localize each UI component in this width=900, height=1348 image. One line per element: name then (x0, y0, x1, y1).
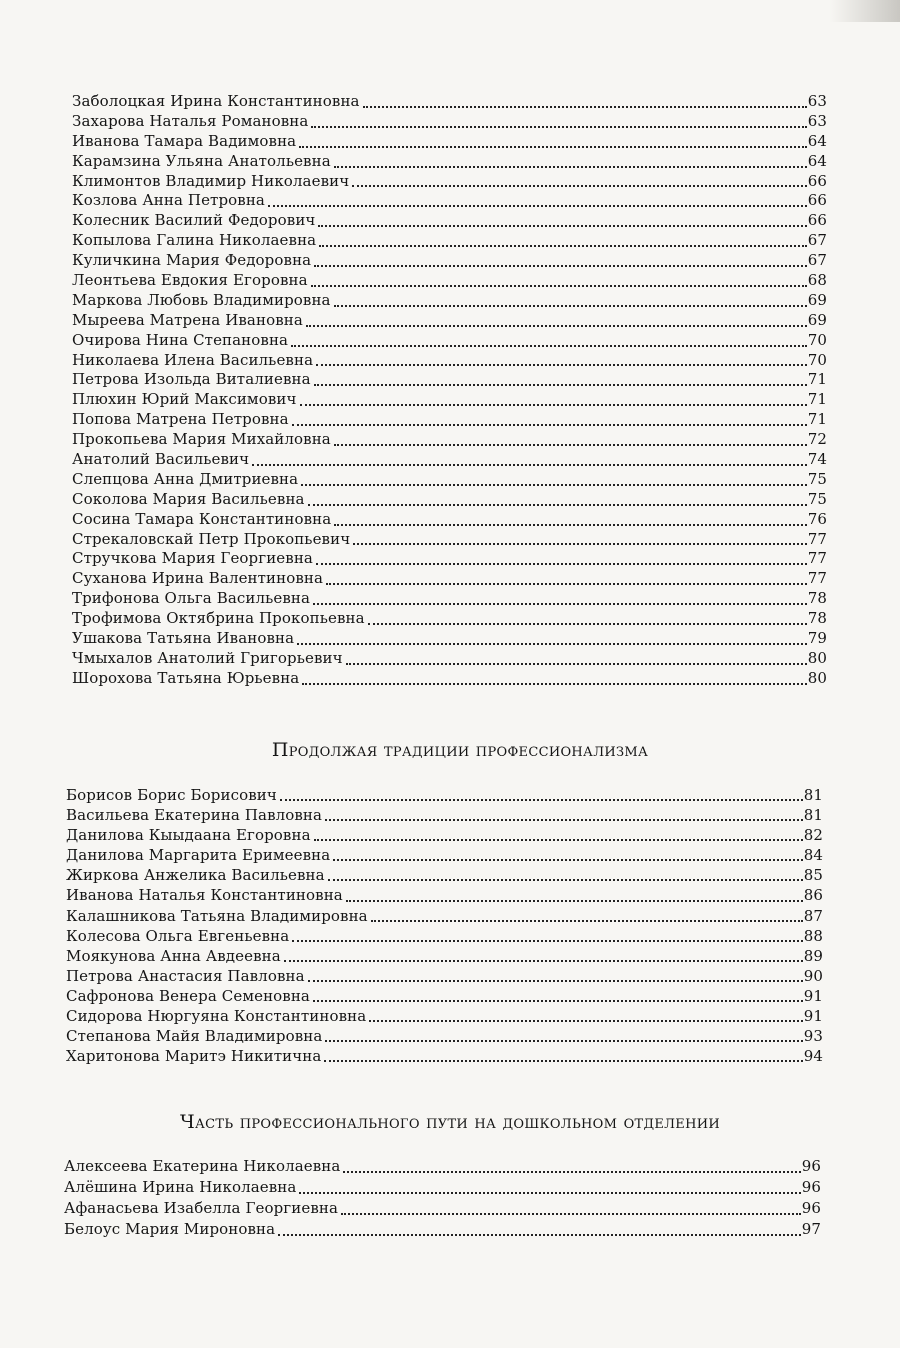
toc-entry (72, 370, 827, 390)
toc-entry-page-number: 81 (803, 806, 823, 825)
toc-entry (72, 649, 827, 669)
toc-entry-page-number: 85 (803, 866, 823, 885)
dot-leader (308, 980, 803, 982)
toc-entry-page-number: 78 (807, 609, 827, 628)
toc-entry (72, 172, 827, 192)
toc-entry-page-number: 69 (807, 290, 827, 309)
toc-entry-name: Куличкина Мария Федоровна (72, 251, 312, 270)
dot-leader (311, 126, 806, 128)
toc-entry-name: Трифонова Ольга Васильевна (72, 589, 311, 608)
toc-entry-page-number: 67 (807, 251, 827, 270)
toc-entry (72, 351, 827, 371)
toc-entry (66, 785, 823, 805)
toc-entry (72, 430, 827, 450)
toc-entry-name: Алексеева Екатерина Николаевна (64, 1157, 341, 1175)
toc-entry-name: Карамзина Ульяна Анатольевна (72, 151, 331, 170)
dot-leader (326, 583, 807, 585)
toc-entry-page-number: 81 (803, 786, 823, 804)
toc-entry-name: Захарова Наталья Романовна (72, 111, 309, 130)
dot-leader (301, 484, 807, 486)
toc-entry (72, 92, 827, 112)
toc-entry-page-number: 71 (807, 410, 827, 429)
toc-entry (72, 211, 827, 231)
dot-leader (306, 325, 807, 327)
dot-leader (334, 444, 807, 446)
toc-entry-page-number: 97 (801, 1220, 821, 1238)
toc-entry (72, 609, 827, 629)
toc-entry-page-number: 87 (803, 906, 823, 925)
toc-entry (66, 946, 823, 966)
toc-entry-name: Алёшина Ирина Николаевна (64, 1178, 297, 1196)
toc-entry-page-number: 72 (807, 430, 827, 449)
dot-leader (316, 364, 807, 366)
toc-entry-page-number: 80 (807, 648, 827, 667)
toc-entry (72, 470, 827, 490)
toc-entry-name: Трофимова Октябрина Прокопьевна (72, 609, 365, 628)
toc-entry-page-number: 70 (807, 350, 827, 369)
dot-leader (334, 166, 807, 168)
toc-entry-page-number: 80 (807, 668, 827, 687)
toc-entry (66, 1026, 823, 1046)
toc-entry-name: Анатолий Васильевич (72, 450, 250, 469)
toc-entry (72, 669, 827, 689)
dot-leader (343, 1171, 800, 1173)
toc-entry-name: Климонтов Владимир Николаевич (72, 171, 350, 190)
toc-entry (72, 569, 827, 589)
toc-entry-page-number: 70 (807, 330, 827, 349)
toc-entry-page-number: 82 (803, 826, 823, 845)
toc-entry (66, 906, 823, 926)
dot-leader (313, 603, 807, 605)
toc-entry-name: Данилова Кыыдаана Егоровна (66, 826, 311, 845)
toc-entry (72, 490, 827, 510)
toc-entry-page-number: 63 (807, 111, 827, 130)
dot-leader (333, 859, 802, 861)
toc-entry-page-number: 71 (807, 370, 827, 389)
toc-entry (72, 549, 827, 569)
dot-leader (280, 799, 803, 801)
toc-entry-page-number: 88 (803, 926, 823, 945)
toc-entry-page-number: 69 (807, 310, 827, 329)
dot-leader (316, 563, 807, 565)
toc-entry (66, 966, 823, 986)
toc-entry-name: Сидорова Нюргуяна Константиновна (66, 1007, 367, 1026)
toc-entry-page-number: 91 (803, 1007, 823, 1026)
toc-entry (66, 865, 823, 885)
toc-entry-name: Колесник Василий Федорович (72, 211, 316, 230)
toc-entry-name: Суханова Ирина Валентиновна (72, 569, 324, 588)
dot-leader (353, 543, 806, 545)
toc-entry-page-number: 86 (803, 886, 823, 905)
toc-entry-name: Стручкова Мария Георгиевна (72, 549, 313, 568)
toc-entry (72, 251, 827, 271)
toc-entry (72, 112, 827, 132)
toc-entry-page-number: 94 (803, 1047, 823, 1066)
toc-entry-name: Чмыхалов Анатолий Григорьевич (72, 648, 343, 667)
toc-entry-page-number: 89 (803, 946, 823, 965)
toc-entry-name: Петрова Изольда Виталиевна (72, 370, 311, 389)
toc-entry-page-number: 78 (807, 589, 827, 608)
toc-entry-name: Колесова Ольга Евгеньевна (66, 926, 290, 945)
toc-entry-name: Маркова Любовь Владимировна (72, 290, 331, 309)
toc-entry (64, 1198, 821, 1219)
toc-entry (72, 450, 827, 470)
dot-leader (284, 960, 803, 962)
toc-entry (72, 311, 827, 331)
toc-entry-page-number: 75 (807, 469, 827, 488)
toc-entry-page-number: 77 (807, 529, 827, 548)
toc-entry-name: Леонтьева Евдокия Егоровна (72, 271, 308, 290)
toc-entry-page-number: 76 (807, 509, 827, 528)
toc-entry-name: Николаева Илена Васильевна (72, 350, 314, 369)
toc-entry (66, 825, 823, 845)
toc-entry-name: Сосина Тамара Константиновна (72, 509, 332, 528)
toc-entry-name: Соколова Мария Васильевна (72, 489, 305, 508)
dot-leader (297, 643, 807, 645)
toc-entry-name: Копылова Галина Николаевна (72, 231, 317, 250)
toc-entry-name: Иванова Тамара Вадимовна (72, 131, 297, 150)
dot-leader (341, 1213, 801, 1215)
dot-leader (252, 464, 807, 466)
dot-leader (299, 1192, 800, 1194)
toc-entry-page-number: 74 (807, 450, 827, 469)
dot-leader (299, 146, 806, 148)
toc-entry-name: Степанова Майя Владимировна (66, 1027, 323, 1046)
dot-leader (334, 524, 806, 526)
toc-entry (72, 589, 827, 609)
toc-entry-name: Белоус Мария Мироновна (64, 1220, 276, 1238)
dot-leader (319, 245, 806, 247)
toc-entry-name: Борисов Борис Борисович (66, 786, 277, 804)
toc-entry (72, 390, 827, 410)
toc-entry-page-number: 64 (807, 151, 827, 170)
toc-entry-page-number: 63 (807, 92, 827, 110)
dot-leader (314, 265, 806, 267)
dot-leader (302, 683, 806, 685)
toc-entry-name: Попова Матрена Петровна (72, 410, 289, 429)
dot-leader (369, 1020, 802, 1022)
toc-entry-page-number: 79 (807, 629, 827, 648)
toc-entry-name: Ушакова Татьяна Ивановна (72, 629, 295, 648)
toc-entry-name: Калашникова Татьяна Владимировна (66, 906, 368, 925)
toc-list-section-a (72, 92, 827, 689)
dot-leader (314, 839, 803, 841)
dot-leader (346, 900, 803, 902)
toc-entry-name: Прокопьева Мария Михайловна (72, 430, 331, 449)
dot-leader (368, 623, 807, 625)
dot-leader (371, 920, 803, 922)
toc-entry (66, 926, 823, 946)
dot-leader (292, 424, 807, 426)
toc-entry (64, 1156, 821, 1177)
toc-entry (72, 410, 827, 430)
toc-entry-name: Сафронова Венера Семеновна (66, 986, 310, 1005)
dot-leader (334, 305, 807, 307)
toc-entry-page-number: 93 (803, 1027, 823, 1046)
toc-entry (64, 1219, 821, 1240)
toc-entry (72, 530, 827, 550)
dot-leader (291, 345, 807, 347)
toc-entry (66, 845, 823, 865)
toc-entry-page-number: 66 (807, 191, 827, 210)
toc-entry-page-number: 71 (807, 390, 827, 409)
page-corner-shadow (830, 0, 900, 22)
toc-entry-page-number: 96 (801, 1157, 821, 1175)
dot-leader (324, 1060, 802, 1062)
toc-entry (66, 805, 823, 825)
dot-leader (313, 1000, 803, 1002)
toc-entry-name: Данилова Маргарита Еримеевна (66, 846, 331, 865)
toc-entry-name: Жиркова Анжелика Васильевна (66, 866, 325, 885)
dot-leader (268, 205, 807, 207)
toc-entry-name: Мыреева Матрена Ивановна (72, 310, 303, 329)
toc-entry (72, 510, 827, 530)
toc-entry-name: Васильева Екатерина Павловна (66, 806, 323, 825)
toc-entry (66, 885, 823, 905)
dot-leader (314, 384, 807, 386)
dot-leader (328, 879, 803, 881)
dot-leader (325, 1040, 802, 1042)
toc-entry-name: Плюхин Юрий Максимович (72, 390, 297, 409)
toc-entry (72, 291, 827, 311)
dot-leader (325, 819, 803, 821)
toc-entry (72, 132, 827, 152)
dot-leader (346, 663, 807, 665)
toc-entry-page-number: 90 (803, 966, 823, 985)
toc-entry (66, 1006, 823, 1026)
toc-entry (66, 1046, 823, 1066)
toc-entry (72, 152, 827, 172)
toc-entry-name: Слепцова Анна Дмитриевна (72, 469, 299, 488)
toc-entry (72, 271, 827, 291)
toc-entry-name: Петрова Анастасия Павловна (66, 966, 305, 985)
toc-entry (72, 191, 827, 211)
dot-leader (308, 504, 807, 506)
toc-entry (72, 231, 827, 251)
section-heading: Часть профессионального пути на дошкольном отделении (179, 1111, 721, 1133)
toc-entry-name: Стрекаловскай Петр Прокопьевич (72, 529, 351, 548)
toc-entry-page-number: 96 (801, 1199, 821, 1217)
toc-entry-name: Козлова Анна Петровна (72, 191, 265, 210)
toc-entry-page-number: 75 (807, 489, 827, 508)
dot-leader (311, 285, 807, 287)
toc-entry-page-number: 77 (807, 549, 827, 568)
dot-leader (300, 404, 807, 406)
dot-leader (318, 225, 806, 227)
section-heading: Продолжая традиции профессионализма (271, 739, 649, 761)
toc-entry-name: Заболоцкая Ирина Константиновна (72, 92, 360, 110)
toc-entry (72, 331, 827, 351)
toc-entry-name: Моякунова Анна Авдеевна (66, 946, 281, 965)
toc-entry-name: Харитонова Маритэ Никитична (66, 1047, 322, 1066)
toc-entry-page-number: 66 (807, 211, 827, 230)
toc-entry-name: Шорохова Татьяна Юрьевна (72, 668, 300, 687)
toc-entry-page-number: 64 (807, 131, 827, 150)
toc-entry-page-number: 84 (803, 846, 823, 865)
toc-entry-page-number: 96 (801, 1178, 821, 1196)
toc-entry (66, 986, 823, 1006)
toc-entry-name: Афанасьева Изабелла Георгиевна (64, 1199, 339, 1217)
toc-entry-page-number: 77 (807, 569, 827, 588)
toc-entry (64, 1177, 821, 1198)
toc-entry-page-number: 68 (807, 271, 827, 290)
dot-leader (363, 106, 807, 108)
toc-entry-page-number: 91 (803, 986, 823, 1005)
dot-leader (278, 1234, 801, 1236)
toc-entry-page-number: 67 (807, 231, 827, 250)
dot-leader (292, 940, 802, 942)
toc-list-section-c (64, 1156, 821, 1240)
toc-entry-page-number: 66 (807, 171, 827, 190)
toc-list-section-b (66, 785, 823, 1066)
toc-entry (72, 629, 827, 649)
toc-entry-name: Очирова Нина Степановна (72, 330, 289, 349)
toc-entry-name: Иванова Наталья Константиновна (66, 886, 343, 905)
dot-leader (352, 185, 806, 187)
